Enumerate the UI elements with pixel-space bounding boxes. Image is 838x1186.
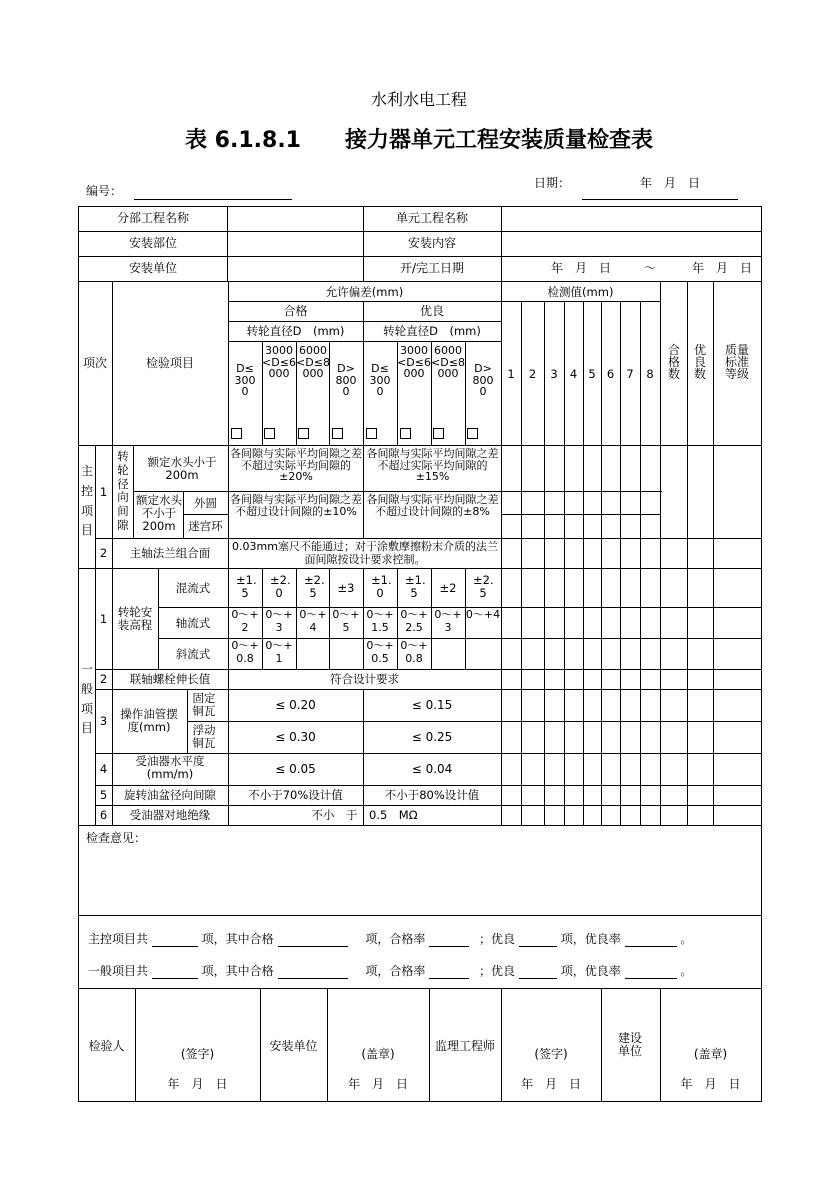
zhouliu-val: 0～+3 xyxy=(265,608,293,634)
zhuanlun-gap-label: 转轮径向间隙 xyxy=(117,449,129,532)
range-you-1: D≤3000 xyxy=(369,362,391,399)
migong-label: 迷宫环 xyxy=(188,519,223,533)
summary-text: ；优良 xyxy=(479,964,516,978)
xieliu-val: 0～+0.8 xyxy=(400,639,428,665)
rot-label: 旋转油盆径向间隙 xyxy=(124,788,216,802)
level-you: ≤ 0.04 xyxy=(411,762,453,776)
hunliu-val: ±2.5 xyxy=(304,573,325,600)
hegeshu-header: 合格数 xyxy=(667,343,680,381)
range-you-3: 6000<D≤8000 xyxy=(431,344,465,381)
start-date: 年 月 日 xyxy=(551,261,612,275)
xieliu-val: 0～+1 xyxy=(265,639,293,665)
main-excellent-input[interactable] xyxy=(519,934,557,947)
general-excellent-input[interactable] xyxy=(519,966,557,979)
checkbox-hege-3[interactable] xyxy=(298,428,309,439)
yunxu-header: 允许偏差(mm) xyxy=(325,285,404,299)
rated-low-label: 额定水头小于200m xyxy=(147,455,217,482)
zhouliu-val: 0～+2.5 xyxy=(400,608,428,634)
fixed-hege: ≤ 0.20 xyxy=(275,698,316,712)
ins-label: 受油器对地绝缘 xyxy=(129,808,211,822)
zhiliang-header: 质量标准等级 xyxy=(724,343,749,381)
supervisor-date: 年 月 日 xyxy=(520,1077,581,1091)
date-value: 年 月 日 xyxy=(640,176,701,190)
hege-b: 各间隙与实际平均间隙之差不超过设计间隙的±10% xyxy=(230,493,362,518)
hege-a: 各间隙与实际平均间隙之差不超过实际平均间隙的±20% xyxy=(230,447,362,484)
zhouliu-val: 0～+5 xyxy=(332,608,360,634)
range-you-2: 3000<D≤6000 xyxy=(397,344,431,381)
xieliu-val: 0～+0.5 xyxy=(366,639,394,665)
danwei-label: 安装单位 xyxy=(128,261,177,275)
gen-item-5: 5 xyxy=(99,788,108,802)
inspector-date: 年 月 日 xyxy=(167,1077,228,1091)
end-date: 年 月 日 xyxy=(692,261,753,275)
date-tilde: ～ xyxy=(644,261,657,275)
you-b: 各间隙与实际平均间隙之差不超过设计间隙的±8% xyxy=(366,493,499,518)
summary-text: 项，其中合格 xyxy=(201,964,274,978)
bolt-label: 联轴螺栓伸长值 xyxy=(129,672,211,686)
gen-item-2: 2 xyxy=(99,672,108,686)
range-hege-1: D≤3000 xyxy=(234,362,256,399)
buwei-label: 安装部位 xyxy=(128,236,177,250)
main-item-2: 2 xyxy=(99,546,108,560)
number-underline xyxy=(134,199,292,200)
checkbox-hege-1[interactable] xyxy=(231,428,242,439)
main-item-1: 1 xyxy=(99,485,108,499)
det-col-2: 2 xyxy=(528,367,537,381)
det-col-7: 7 xyxy=(626,367,634,381)
float-you: ≤ 0.25 xyxy=(411,730,453,744)
checkbox-you-3[interactable] xyxy=(433,428,444,439)
summary-text: 项，优良率 xyxy=(560,932,621,946)
main-excellent-rate-input[interactable] xyxy=(625,934,677,947)
checkbox-you-2[interactable] xyxy=(400,428,411,439)
supervisor-label: 监理工程师 xyxy=(434,1039,495,1053)
general-excellent-rate-input[interactable] xyxy=(625,966,677,979)
inspector-label: 检验人 xyxy=(88,1039,125,1053)
youliangshu-header: 优良数 xyxy=(693,343,706,381)
range-hege-4: D>8000 xyxy=(335,362,357,399)
gen-item-1: 1 xyxy=(99,612,108,626)
org-name: 水利水电工程 xyxy=(370,90,467,109)
hunliu-val: ±1.5 xyxy=(236,573,257,600)
flange-req: 0.03mm塞尺不能通过；对于涂敷摩擦粉末介质的法兰面间隙按设计要求控制。 xyxy=(232,540,498,566)
main-total-input[interactable] xyxy=(152,934,198,947)
fixed-label: 固定铜瓦 xyxy=(192,691,216,718)
summary-text: ；优良 xyxy=(479,932,516,946)
flange-label: 主轴法兰组合面 xyxy=(129,546,211,560)
general-pass-rate-input[interactable] xyxy=(429,966,469,979)
level-label: 受油器水平度(mm/m) xyxy=(135,754,205,781)
range-hege-2: 3000<D≤6000 xyxy=(262,344,296,381)
oil-label: 操作油管摆度(mm) xyxy=(120,707,178,734)
hunliu-val: ±2.0 xyxy=(270,573,291,600)
checkbox-hege-2[interactable] xyxy=(264,428,275,439)
main-pass-rate-input[interactable] xyxy=(429,934,469,947)
main-summary-line xyxy=(88,930,692,947)
general-total-input[interactable] xyxy=(152,966,198,979)
elev-label: 转轮安装高程 xyxy=(117,605,153,632)
range-you-4: D>8000 xyxy=(472,362,494,399)
supervisor-sign: (签字) xyxy=(534,1047,568,1061)
det-col-6: 6 xyxy=(606,367,615,381)
hunliu-val: ±1.5 xyxy=(405,573,426,600)
level-hege: ≤ 0.05 xyxy=(275,762,316,776)
general-label: 一般项目 xyxy=(80,662,93,736)
det-col-5: 5 xyxy=(588,367,596,381)
rot-hege: 不小于70%设计值 xyxy=(248,788,343,802)
install-unit-date: 年 月 日 xyxy=(347,1077,408,1091)
neirong-label: 安装内容 xyxy=(407,236,456,250)
summary-text: 项，合格率 xyxy=(365,932,426,946)
hunliu-val: ±2 xyxy=(439,581,457,595)
hege-header: 合格 xyxy=(283,304,308,318)
det-col-4: 4 xyxy=(569,367,578,381)
zhouliu-label: 轴流式 xyxy=(175,616,211,630)
you-a: 各间隙与实际平均间隙之差不超过实际平均间隙的±15% xyxy=(366,447,499,484)
float-label: 浮动铜瓦 xyxy=(192,723,216,750)
kaiwan-label: 开/完工日期 xyxy=(399,261,465,275)
zhouliu-val: 0～+4 xyxy=(299,608,327,634)
main-pass-input[interactable] xyxy=(278,934,348,947)
summary-text: 项，合格率 xyxy=(365,964,426,978)
opinion-label: 检查意见： xyxy=(86,831,147,845)
jiance-header: 检测值(mm) xyxy=(547,285,614,299)
youliang-header: 优良 xyxy=(419,304,444,318)
summary-main-label: 主控项目共 xyxy=(88,932,149,946)
checkbox-you-4[interactable] xyxy=(467,428,478,439)
summary-text: 项，优良率 xyxy=(560,964,621,978)
det-col-8: 8 xyxy=(646,367,654,381)
general-pass-input[interactable] xyxy=(278,966,348,979)
hunliu-val: ±2.5 xyxy=(473,573,494,600)
rated-high-label: 额定水头不小于200m xyxy=(136,493,182,534)
bolt-req: 符合设计要求 xyxy=(330,672,399,686)
zhuanlun-header-hege: 转轮直径D (mm) xyxy=(246,324,345,338)
summary-general-label: 一般项目共 xyxy=(88,964,149,978)
install-unit-label: 安装单位 xyxy=(269,1039,318,1053)
waiyuan-label: 外圆 xyxy=(194,496,217,510)
det-col-3: 3 xyxy=(550,367,558,381)
xieliu-val: 0～+0.8 xyxy=(231,639,259,665)
ins-req: 不小 于 0.5 MΩ xyxy=(311,808,418,822)
xieliu-label: 斜流式 xyxy=(175,647,211,661)
date-underline xyxy=(582,199,738,200)
hunliu-val: ±3 xyxy=(337,581,355,595)
zhouliu-val: 0～+1.5 xyxy=(366,608,394,634)
date-label: 日期： xyxy=(534,176,571,190)
zhouliu-val: 0～+2 xyxy=(231,608,259,634)
number-label: 编号： xyxy=(86,184,123,198)
xiangci-header: 项次 xyxy=(82,356,107,370)
owner-date: 年 月 日 xyxy=(680,1077,741,1091)
rot-you: 不小于80%设计值 xyxy=(384,788,480,802)
summary-text: 。 xyxy=(680,932,693,946)
gen-item-6: 6 xyxy=(99,808,108,822)
owner-seal: (盖章) xyxy=(693,1047,728,1061)
gen-item-4: 4 xyxy=(99,762,108,776)
install-unit-seal: (盖章) xyxy=(361,1047,395,1061)
checkbox-hege-4[interactable] xyxy=(332,428,343,439)
danyuan-label: 单元工程名称 xyxy=(395,211,468,225)
summary-text: 。 xyxy=(680,964,693,978)
page-title: 表 6.1.8.1 接力器单元工程安装质量检查表 xyxy=(185,128,653,153)
hunliu-label: 混流式 xyxy=(175,581,211,595)
checkbox-you-1[interactable] xyxy=(366,428,377,439)
gen-item-3: 3 xyxy=(99,714,108,728)
general-summary-line xyxy=(88,962,692,979)
jianyan-header: 检验项目 xyxy=(145,356,194,370)
float-hege: ≤ 0.30 xyxy=(275,730,316,744)
range-hege-3: 6000<D≤8000 xyxy=(296,344,330,381)
main-label: 主控项目 xyxy=(80,464,93,538)
fixed-you: ≤ 0.15 xyxy=(411,698,453,712)
zhouliu-val: 0～+4 xyxy=(465,608,501,621)
inspector-sign: (签字) xyxy=(180,1047,215,1061)
owner-label: 建设单位 xyxy=(617,1031,642,1059)
det-col-1: 1 xyxy=(507,367,515,381)
summary-text: 项，其中合格 xyxy=(201,932,274,946)
zhuanlun-header-you: 转轮直径D (mm) xyxy=(383,324,481,338)
hunliu-val: ±1.0 xyxy=(371,573,392,600)
fenbu-label: 分部工程名称 xyxy=(116,211,189,225)
zhouliu-val: 0～+3 xyxy=(434,608,462,634)
